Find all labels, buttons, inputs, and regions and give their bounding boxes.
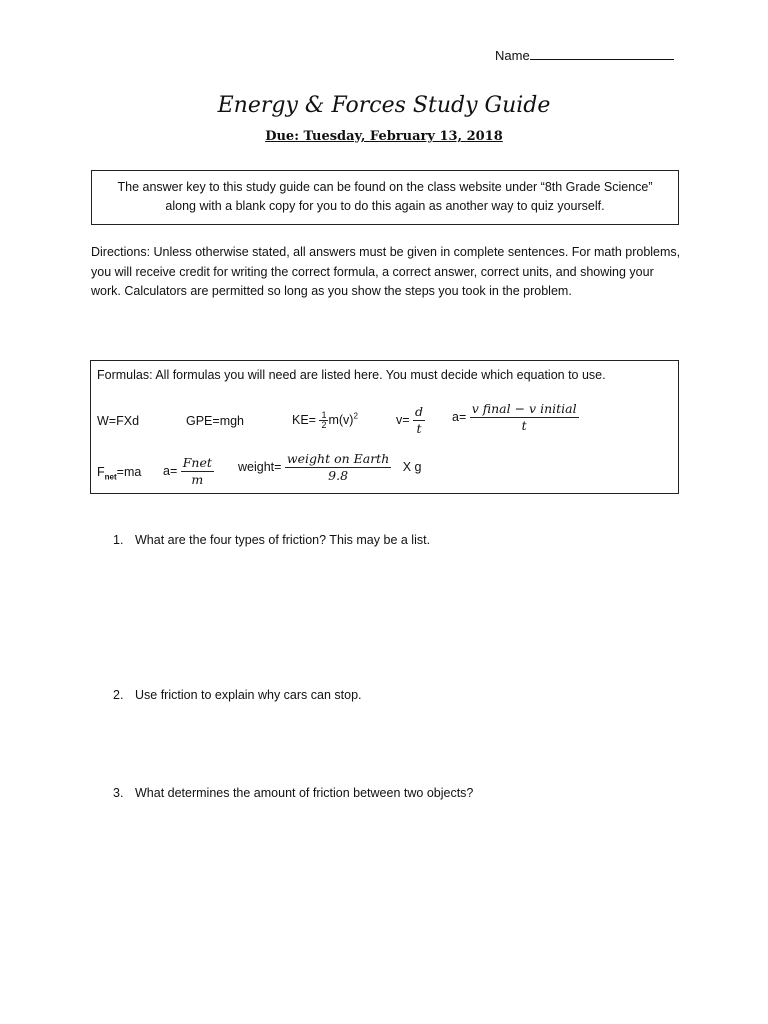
- a-den: t: [521, 418, 527, 433]
- formula-acceleration: [452, 401, 579, 434]
- a2-fraction: [181, 455, 214, 488]
- v-num: d: [415, 404, 424, 419]
- v-den: t: [416, 421, 422, 436]
- name-field[interactable]: [495, 46, 674, 63]
- question-2: [113, 688, 362, 702]
- formula-velocity: [396, 404, 425, 437]
- due-date: Due: Tuesday, February 13, 2018: [265, 129, 503, 144]
- answer-key-note-box: [91, 170, 679, 225]
- weight-prefix: weight=: [238, 459, 282, 474]
- a2-den: m: [191, 472, 204, 487]
- a-prefix: a=: [452, 409, 467, 424]
- directions: Directions: Unless otherwise stated, all answers must be given in complete sentences. For math problems, you will receive credit for writing the correct formula, a correct answer, correct units, and showing your work. Calculators are permitted so long as you show the steps you took in the problem.: [91, 245, 681, 298]
- question-3: [113, 786, 473, 800]
- question-number: 1.: [113, 533, 124, 547]
- name-blank-line[interactable]: [530, 46, 674, 60]
- formula-ke: [292, 411, 358, 430]
- v-prefix: v=: [396, 412, 410, 427]
- a2-num: Fnet: [182, 455, 212, 470]
- fnet-rest: =ma: [116, 465, 142, 479]
- ke-den: 2: [321, 420, 327, 430]
- weight-fraction: [285, 451, 391, 484]
- ke-prefix: KE=: [292, 412, 316, 427]
- question-number: 3.: [113, 786, 124, 800]
- ke-exponent: 2: [353, 411, 358, 421]
- question-text: What determines the amount of friction between two objects?: [135, 786, 474, 800]
- ke-suffix: m(v): [328, 412, 354, 427]
- question-text: Use friction to explain why cars can stop.: [135, 688, 362, 702]
- formula-weight: [238, 451, 422, 484]
- fnet-sub: net: [104, 472, 117, 482]
- formula-work: W=FXd: [97, 414, 140, 428]
- v-fraction: [413, 404, 425, 437]
- ke-num: 1: [321, 410, 327, 420]
- name-label: Name: [495, 48, 530, 63]
- a-num: v final − v initial: [471, 401, 577, 416]
- question-number: 2.: [113, 688, 124, 702]
- question-text: What are the four types of friction? This may be a list.: [135, 533, 431, 547]
- a2-prefix: a=: [163, 463, 178, 478]
- fnet-f: F: [97, 465, 105, 479]
- question-1: [113, 533, 430, 547]
- formula-acceleration-force: [163, 455, 214, 488]
- a-fraction: [470, 401, 579, 434]
- page-title: Energy & Forces Study Guide: [217, 93, 551, 118]
- formula-fnet: [97, 465, 141, 482]
- answer-key-note: The answer key to this study guide can be found on the class website under “8th Grade Science” along with a blank copy for you to do this again as another way to quiz yourself.: [117, 180, 653, 213]
- weight-num: weight on Earth: [286, 451, 390, 466]
- weight-suffix: X g: [402, 459, 422, 474]
- formula-box: [90, 360, 679, 494]
- formula-intro: Formulas: All formulas you will need are listed here. You must decide which equation to use.: [97, 368, 606, 382]
- formula-gpe: GPE=mgh: [186, 414, 245, 428]
- weight-den: 9.8: [328, 468, 349, 483]
